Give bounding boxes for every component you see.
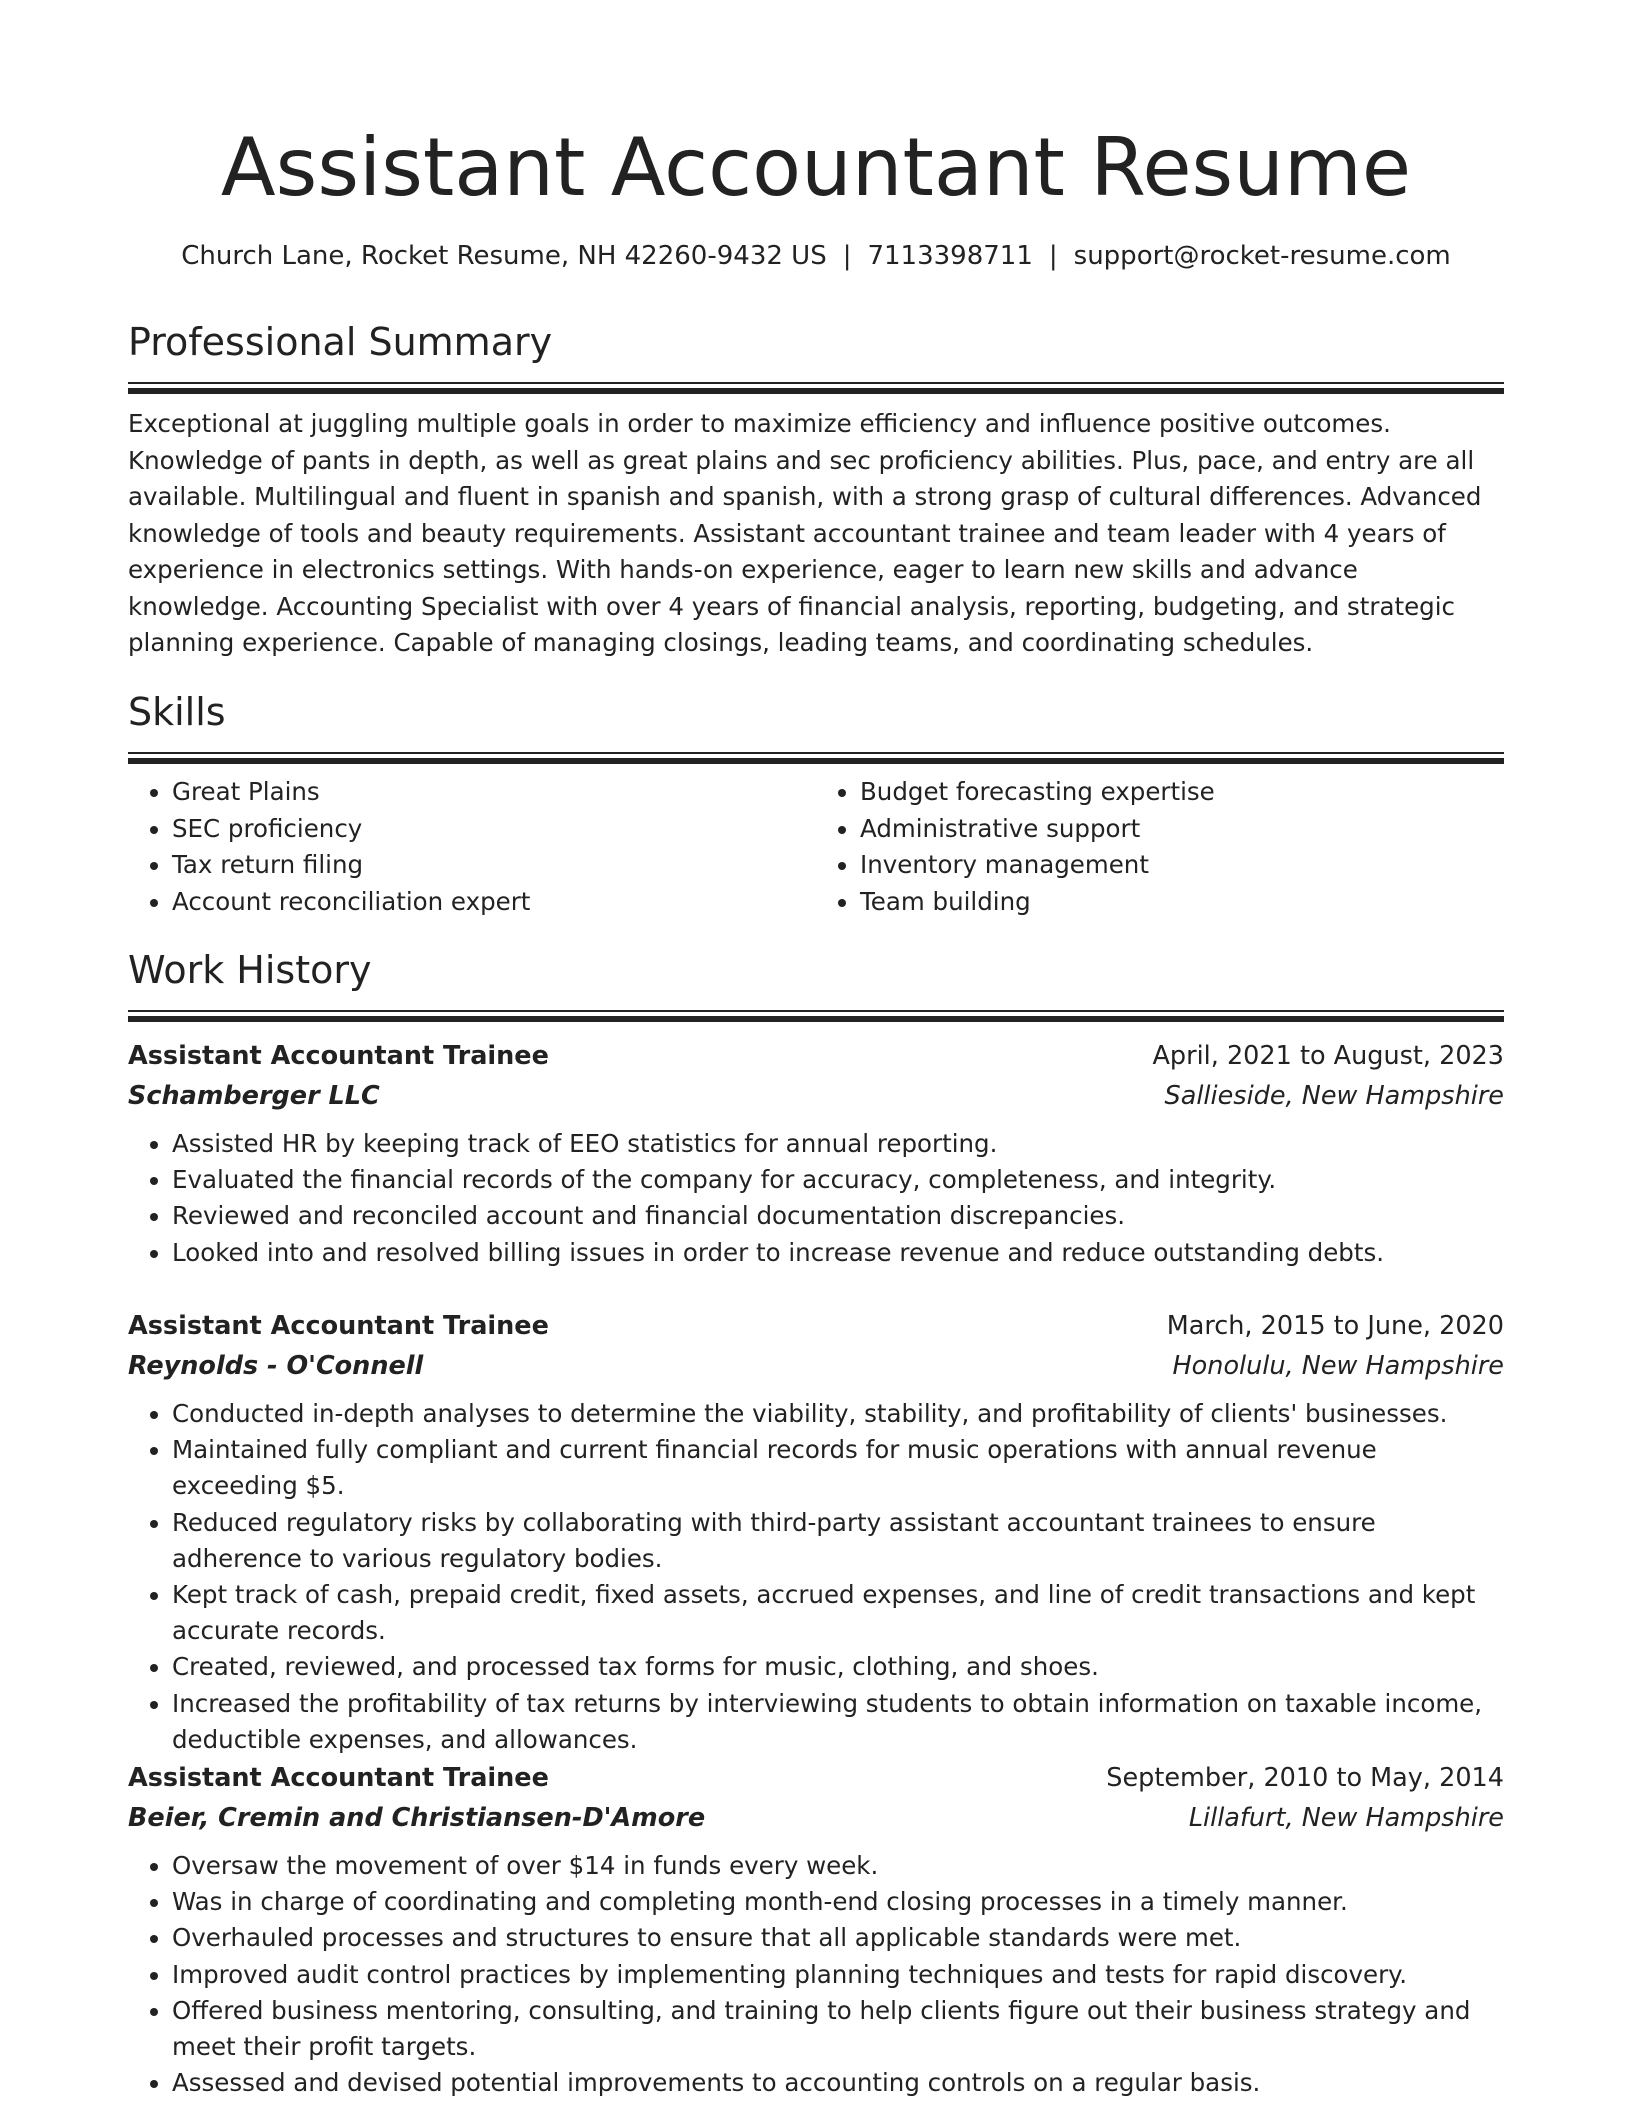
- contact-email[interactable]: support@rocket-resume.com: [1073, 241, 1451, 271]
- contact-separator: |: [1048, 241, 1058, 271]
- job-bullet: • Reduced regulatory risks by collaborating with third-party assistant accountant trainees to ensure adherence to various regulatory bodies.: [172, 1505, 1504, 1577]
- job-bullet: • Looked into and resolved billing issues in order to increase revenue and reduce outstanding debts.: [172, 1235, 1504, 1271]
- job-company-row: [128, 1798, 1504, 1838]
- skills-column-left: [128, 774, 816, 920]
- job-location: Honolulu, New Hampshire: [1172, 1351, 1504, 1381]
- contact-line: [128, 238, 1504, 274]
- summary-text: Exceptional at juggling multiple goals in order to maximize efficiency and influence positive outcomes. Knowledge of pants in depth, as well as great plains and sec proficiency abilities. Plus, pace, and entry are all available. Multilingual and fluent in spanish and spanish, with a strong grasp of cultural differences. Advanced knowledge of tools and beauty requirements. Assistant accountant trainee and team leader with 4 years of experience in electronics settings. With hands-on experience, eager to learn new skills and advance knowledge. Accounting Specialist with over 4 years of financial analysis, reporting, budgeting, and strategic planning experience. Capable of managing closings, leading teams, and coordinating schedules.: [128, 409, 1482, 657]
- job-bullet: • Kept track of cash, prepaid credit, fixed assets, accrued expenses, and line of credit transactions and kept accurate records.: [172, 1577, 1504, 1649]
- skills-heading: Skills: [128, 690, 226, 734]
- work-heading: Work History: [128, 948, 372, 992]
- job-company-row: [128, 1346, 1504, 1386]
- job-bullet: • Maintained fully compliant and current financial records for music operations with annual revenue exceeding $5.: [172, 1432, 1504, 1504]
- job-title: Assistant Accountant Trainee: [128, 1311, 549, 1341]
- job-entry: [128, 1306, 1504, 1758]
- job-bullets: [128, 1126, 1504, 1271]
- job-company: Reynolds - O'Connell: [128, 1351, 424, 1381]
- job-bullet: • Oversaw the movement of over $14 in funds every week.: [172, 1848, 1504, 1884]
- job-header-row: [128, 1036, 1504, 1076]
- section-divider: [128, 758, 1504, 764]
- skills-section-header: [128, 688, 1504, 764]
- job-company: Beier, Cremin and Christiansen-D'Amore: [128, 1803, 706, 1833]
- skill-item: • Team building: [860, 884, 1504, 921]
- job-bullet: • Increased the profitability of tax returns by interviewing students to obtain information on taxable income, deductible expenses, and allowances.: [172, 1686, 1504, 1758]
- job-bullet: • Overhauled processes and structures to ensure that all applicable standards were met.: [172, 1920, 1504, 1956]
- section-divider: [128, 752, 1504, 754]
- job-location: Lillafurt, New Hampshire: [1188, 1803, 1504, 1833]
- job-location: Sallieside, New Hampshire: [1164, 1081, 1504, 1111]
- job-header-row: [128, 1306, 1504, 1346]
- job-bullet: • Assessed and devised potential improvements to accounting controls on a regular basis.: [172, 2065, 1504, 2101]
- section-divider: [128, 1010, 1504, 1012]
- job-entry: [128, 1036, 1504, 1271]
- skill-item: • Account reconciliation expert: [172, 884, 816, 921]
- summary-heading: Professional Summary: [128, 320, 553, 364]
- page-title: Assistant Accountant Resume: [220, 121, 1412, 214]
- skill-item: • Great Plains: [172, 774, 816, 811]
- skill-item: • Administrative support: [860, 811, 1504, 848]
- job-bullet: • Conducted in-depth analyses to determine the viability, stability, and profitability of clients' businesses.: [172, 1396, 1504, 1432]
- job-bullet: • Created, reviewed, and processed tax forms for music, clothing, and shoes.: [172, 1649, 1504, 1685]
- job-entry: [128, 1758, 1504, 2101]
- job-company: Schamberger LLC: [128, 1081, 380, 1111]
- contact-phone: 7113398711: [867, 241, 1033, 271]
- job-bullet: • Was in charge of coordinating and completing month-end closing processes in a timely manner.: [172, 1884, 1504, 1920]
- job-bullets: [128, 1396, 1504, 1758]
- skills-list: [128, 774, 1504, 920]
- job-title: Assistant Accountant Trainee: [128, 1763, 549, 1793]
- section-divider: [128, 1016, 1504, 1022]
- work-section-header: [128, 946, 1504, 1022]
- job-bullet: • Improved audit control practices by implementing planning techniques and tests for rapid discovery.: [172, 1957, 1504, 1993]
- job-title: Assistant Accountant Trainee: [128, 1041, 549, 1071]
- job-dates: September, 2010 to May, 2014: [1106, 1763, 1504, 1793]
- skill-item: • Budget forecasting expertise: [860, 774, 1504, 811]
- job-bullet: • Reviewed and reconciled account and financial documentation discrepancies.: [172, 1198, 1504, 1234]
- contact-address: Church Lane, Rocket Resume, NH 42260-9432 US: [181, 241, 827, 271]
- skill-item: • Tax return filing: [172, 847, 816, 884]
- section-divider: [128, 388, 1504, 394]
- job-bullet: • Offered business mentoring, consulting, and training to help clients figure out their business strategy and meet their profit targets.: [172, 1993, 1504, 2065]
- job-bullets: [128, 1848, 1504, 2101]
- job-company-row: [128, 1076, 1504, 1116]
- skill-item: • Inventory management: [860, 847, 1504, 884]
- job-bullet: • Assisted HR by keeping track of EEO statistics for annual reporting.: [172, 1126, 1504, 1162]
- summary-section-header: [128, 318, 1504, 394]
- job-dates: March, 2015 to June, 2020: [1166, 1311, 1504, 1341]
- job-dates: April, 2021 to August, 2023: [1152, 1041, 1504, 1071]
- job-header-row: [128, 1758, 1504, 1798]
- skills-column-right: [816, 774, 1504, 920]
- contact-separator: |: [842, 241, 852, 271]
- section-divider: [128, 382, 1504, 384]
- job-bullet: • Evaluated the financial records of the company for accuracy, completeness, and integrity.: [172, 1162, 1504, 1198]
- skill-item: • SEC proficiency: [172, 811, 816, 848]
